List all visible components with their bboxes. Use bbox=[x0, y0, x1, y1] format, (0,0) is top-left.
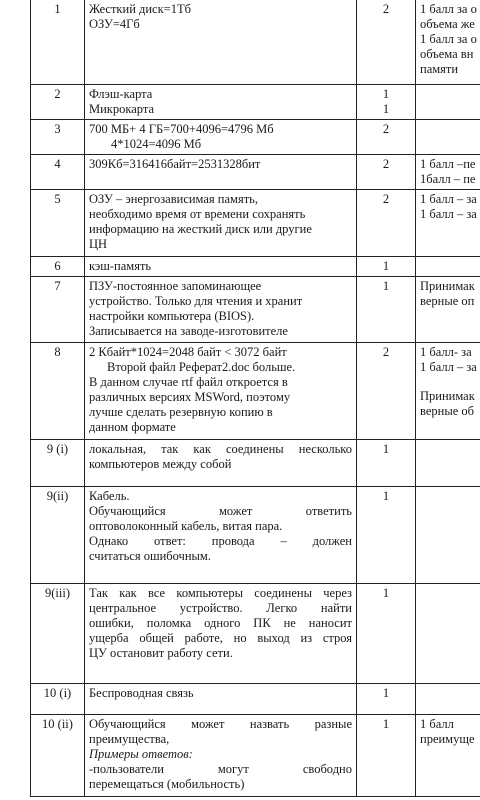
points-cell: 1 bbox=[357, 277, 416, 343]
answer-cell: ОЗУ – энергозависимая память, необходимо время от времени сохранять информацию на жесткий диск или другие ЦН bbox=[85, 190, 357, 257]
task-number: 10 (ii) bbox=[31, 715, 85, 797]
answer-cell: Беспроводная связь bbox=[85, 684, 357, 715]
table-row bbox=[31, 684, 480, 715]
table-row bbox=[31, 584, 480, 684]
criteria-cell: 1 балл – за 1 балл – за bbox=[416, 190, 480, 257]
table-row bbox=[31, 343, 480, 440]
points-cell: 2 bbox=[357, 343, 416, 440]
table-row bbox=[31, 487, 480, 584]
answer-cell: ПЗУ-постоянное запоминающее устройство. Только для чтения и хранит настройки компьютера (BIOS). Записывается на заводе-изготовителе bbox=[85, 277, 357, 343]
task-number: 9(iii) bbox=[31, 584, 85, 684]
points-cell: 2 bbox=[357, 190, 416, 257]
table-row bbox=[31, 257, 480, 277]
answer-cell: кэш-память bbox=[85, 257, 357, 277]
task-number: 9(ii) bbox=[31, 487, 85, 584]
criteria-cell bbox=[416, 487, 480, 584]
criteria-cell bbox=[416, 584, 480, 684]
answer-cell: локальная, так как соединены несколько компьютеров между собой bbox=[85, 440, 357, 487]
criteria-cell: Принимак верные оп bbox=[416, 277, 480, 343]
points-cell: 2 bbox=[357, 0, 416, 85]
answer-cell: 700 МБ+ 4 ГБ=700+4096=4796 Мб 4*1024=4096 Мб bbox=[85, 120, 357, 155]
criteria-cell bbox=[416, 120, 480, 155]
table-row bbox=[31, 85, 480, 120]
table-row bbox=[31, 0, 480, 85]
answer-cell: Жесткий диск=1Тб ОЗУ=4Гб bbox=[85, 0, 357, 85]
criteria-cell bbox=[416, 440, 480, 487]
task-number: 4 bbox=[31, 155, 85, 190]
points-cell: 1 bbox=[357, 715, 416, 797]
criteria-cell bbox=[416, 684, 480, 715]
answer-cell: 2 Кбайт*1024=2048 байт < 3072 байт Второй файл Реферат2.doc больше. В данном случае rtf файл откроется в различных версиях MSWord, поэтому лучше сделать резервную копию в данном формате bbox=[85, 343, 357, 440]
criteria-cell: 1 балл преимуще bbox=[416, 715, 480, 797]
task-number: 10 (i) bbox=[31, 684, 85, 715]
points-cell: 1 bbox=[357, 257, 416, 277]
table-row bbox=[31, 277, 480, 343]
task-number: 1 bbox=[31, 0, 85, 85]
criteria-cell bbox=[416, 85, 480, 120]
points-cell: 1 bbox=[357, 584, 416, 684]
task-number: 2 bbox=[31, 85, 85, 120]
answer-cell: 309Кб=316416байт=2531328бит bbox=[85, 155, 357, 190]
answer-cell: Кабель. Обучающийся может ответить оптоволоконный кабель, витая пара. Однако ответ: провода – должен считаться ошибочным. bbox=[85, 487, 357, 584]
points-cell: 1 bbox=[357, 487, 416, 584]
task-number: 7 bbox=[31, 277, 85, 343]
answer-cell: Обучающийся может назвать разные преимущества, Примеры ответов: -пользователи могут свободно перемещаться (мобильность) bbox=[85, 715, 357, 797]
task-number: 8 bbox=[31, 343, 85, 440]
criteria-cell: 1 балл за о объема же 1 балл за о объема вн памяти bbox=[416, 0, 480, 85]
points-cell: 2 bbox=[357, 120, 416, 155]
table-row bbox=[31, 155, 480, 190]
criteria-cell: 1 балл- за 1 балл – за Принимак верные об bbox=[416, 343, 480, 440]
points-cell: 1 1 bbox=[357, 85, 416, 120]
answer-cell: Так как все компьютеры соединены через центральное устройство. Легко найти ошибки, поломка одного ПК не наносит ущерба общей работе, но выход из строя ЦУ остановит работу сети. bbox=[85, 584, 357, 684]
table-row bbox=[31, 715, 480, 797]
task-number: 6 bbox=[31, 257, 85, 277]
points-cell: 1 bbox=[357, 684, 416, 715]
points-cell: 2 bbox=[357, 155, 416, 190]
answer-cell: Флэш-карта Микрокарта bbox=[85, 85, 357, 120]
criteria-cell: 1 балл –пе 1балл – пе bbox=[416, 155, 480, 190]
task-number: 3 bbox=[31, 120, 85, 155]
task-number: 5 bbox=[31, 190, 85, 257]
table-row bbox=[31, 440, 480, 487]
table-row bbox=[31, 120, 480, 155]
answer-key-table bbox=[30, 0, 480, 797]
task-number: 9 (i) bbox=[31, 440, 85, 487]
points-cell: 1 bbox=[357, 440, 416, 487]
criteria-cell bbox=[416, 257, 480, 277]
table-row bbox=[31, 190, 480, 257]
